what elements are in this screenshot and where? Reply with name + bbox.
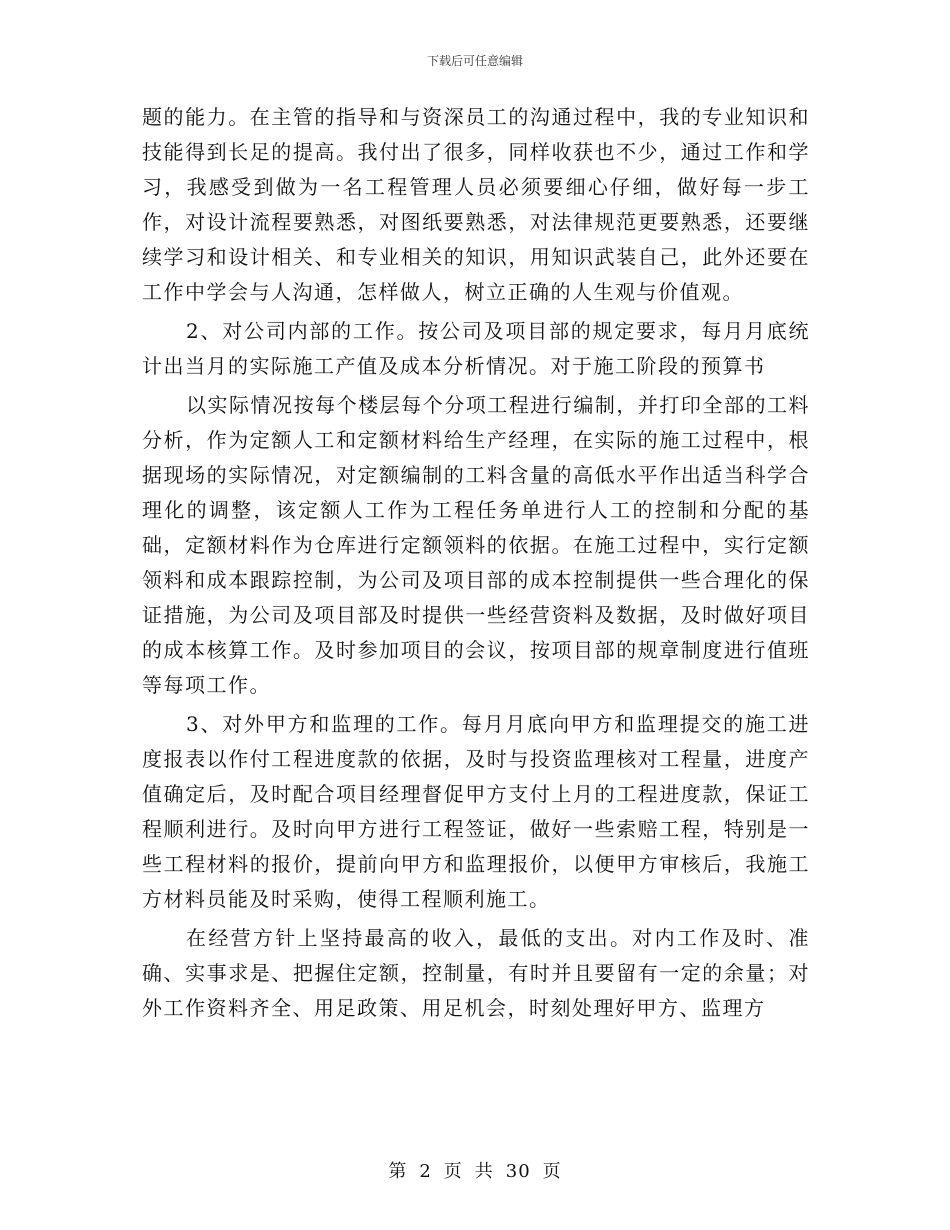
paragraph-4: 3、对外甲方和监理的工作。每月月底向甲方和监理提交的施工进度报表以作付工程进度款的依据，及时与投资监理核对工程量，进度产值确定后，及时配合项目经理督促甲方支付上月的工程进度款，保证工程顺利进行。及时向甲方进行工程签证，做好一些索赔工程，特别是一些工程材料的报价，提前向甲方和监理报价，以便甲方审核后，我施工方材料员能及时采购，使得工程顺利施工。 bbox=[142, 712, 810, 911]
document-body bbox=[142, 100, 810, 1026]
paragraph-3: 以实际情况按每个楼层每个分项工程进行编制，并打印全部的工料分析，作为定额人工和定额材料给生产经理，在实际的施工过程中，根据现场的实际情况，对定额编制的工料含量的高低水平作出适当科学合理化的调整，该定额人工作为工程任务单进行人工的控制和分配的基础，定额材料作为仓库进行定额领料的依据。在施工过程中，实行定额领料和成本跟踪控制，为公司及项目部的成本控制提供一些合理化的保证措施，为公司及项目部及时提供一些经营资料及数据，及时做好项目的成本核算工作。及时参加项目的会议，按项目部的规章制度进行值班等每项工作。 bbox=[142, 393, 810, 697]
footer-total-label: 共 bbox=[474, 1161, 494, 1182]
footer-page-suffix: 页 bbox=[542, 1161, 562, 1182]
paragraph-2: 2、对公司内部的工作。按公司及项目部的规定要求，每月月底统计出当月的实际施工产值及成本分析情况。对于施工阶段的预算书 bbox=[142, 319, 810, 378]
footer-page-mid: 页 bbox=[443, 1161, 463, 1182]
footer-page-number: 2 bbox=[419, 1161, 432, 1182]
paragraph-5: 在经营方针上坚持最高的收入，最低的支出。对内工作及时、准确、实事求是、把握住定额，控制量，有时并且要留有一定的余量；对外工作资料齐全、用足政策、用足机会，时刻处理好甲方、监理方 bbox=[142, 926, 810, 1020]
footer-page-prefix: 第 bbox=[388, 1161, 408, 1182]
paragraph-1: 题的能力。在主管的指导和与资深员工的沟通过程中，我的专业知识和技能得到长足的提高。我付出了很多，同样收获也不少，通过工作和学习，我感受到做为一名工程管理人员必须要细心仔细，做好每一步工作，对设计流程要熟悉，对图纸要熟悉，对法律规范更要熟悉，还要继续学习和设计相关、和专业相关的知识，用知识武装自己，此外还要在工作中学会与人沟通，怎样做人，树立正确的人生观与价值观。 bbox=[142, 105, 810, 304]
page-footer bbox=[0, 1157, 950, 1183]
footer-total-pages: 30 bbox=[505, 1161, 531, 1182]
page-header: 下载后可任意编辑 bbox=[426, 54, 523, 68]
